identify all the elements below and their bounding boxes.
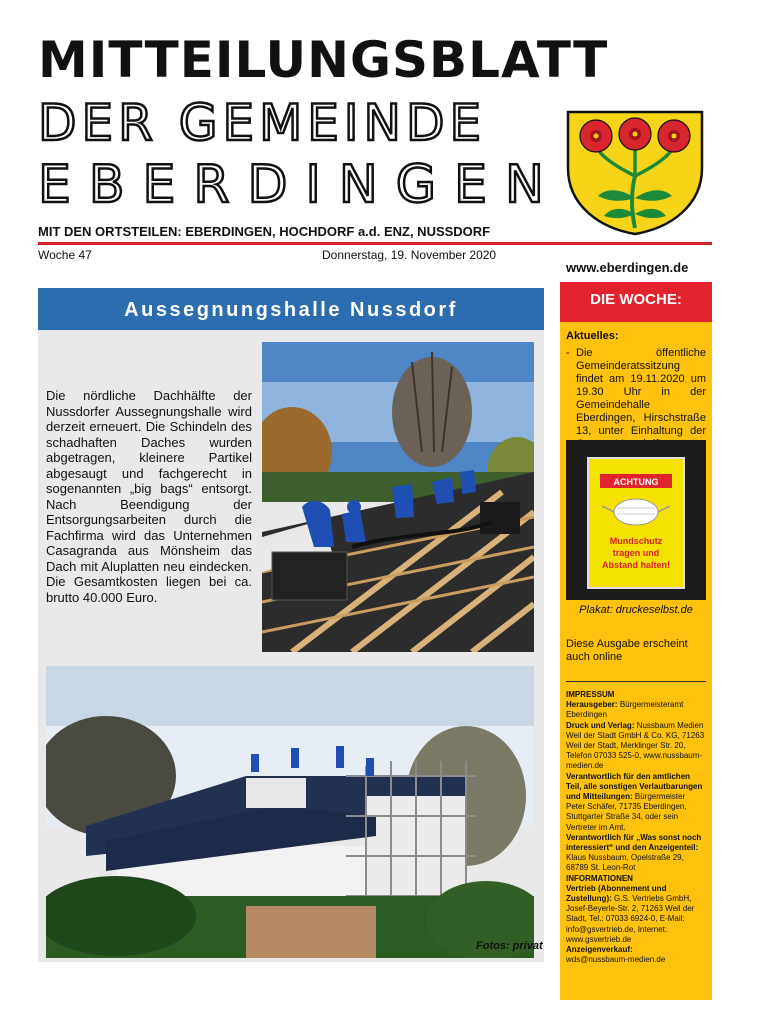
poster-headline: ACHTUNG xyxy=(613,477,659,487)
impressum xyxy=(566,690,706,965)
masthead-line2: DER GEMEINDE xyxy=(38,94,487,152)
article-title: Aussegnungshalle Nussdorf xyxy=(38,288,544,330)
article-body: Die nördliche Dachhälfte der Nussdorfer Aussegnungshalle wird derzeit erneuert. Die Schindeln des schadhaften Daches wurden abgetragen, kleinere Partikel abgesaugt und fachgerecht in sogenannten „big bags“ entsorgt. Nach Beendigung der Entsorgungsarbeiten durch die Fachfirma wird das Unternehmen Casagranda aus Mönsheim das Dach mit Aluplatten neu eindecken. Die Gesamtkosten liegen bei ca. brutto 40.000 Euro. xyxy=(46,388,252,605)
header-divider xyxy=(38,242,712,245)
masthead-line3: EBERDINGEN xyxy=(38,155,562,215)
herausgeber-label: Herausgeber: xyxy=(566,700,618,710)
poster-line1: Mundschutz xyxy=(609,536,663,546)
aktuelles-dash: - xyxy=(566,347,570,359)
issue-week: Woche 47 xyxy=(38,248,92,262)
druck-label: Druck und Verlag: xyxy=(566,720,635,730)
poster-line3: Abstand halten! xyxy=(601,560,671,570)
vertrieb-label: Vertrieb (Abonnement und Zustellung): xyxy=(566,883,667,904)
roof-work-photo xyxy=(262,342,534,652)
verantwortlich1-label: Verantwortlich für den amtlichen Teil, alle sonstigen Verlautbarungen und Mitteilungen: xyxy=(566,771,703,802)
anzeigen-label: Anzeigenverkauf: xyxy=(566,945,633,955)
impressum-title: IMPRESSUM xyxy=(566,690,615,699)
issue-date: Donnerstag, 19. November 2020 xyxy=(322,248,497,262)
photo-credit: Fotos: privat xyxy=(476,940,543,952)
verantwortlich1-text: Bürgermeister Peter Schäfer, 71735 Eberdingen, Stuttgarter Straße 34, oder sein Vertreter im Amt. xyxy=(566,792,687,832)
verantwortlich2-text: Klaus Nussbaum, Opelstraße 29, 68789 St. Leon-Rot xyxy=(566,853,684,873)
website-link[interactable]: www.eberdingen.de xyxy=(566,260,689,275)
mask-poster-image xyxy=(566,440,706,600)
poster-line2: tragen und xyxy=(612,548,660,558)
aktuelles-label: Aktuelles: xyxy=(566,330,619,342)
info-label: INFORMATIONEN xyxy=(566,873,633,883)
sidebar-heading: DIE WOCHE: xyxy=(560,282,712,322)
coat-of-arms-icon xyxy=(560,106,710,236)
aktuelles-text: Die öffentliche Gemeinderatssitzung findet am 19.11.2020 um 19.30 Uhr in der Gemeindehalle Eberdingen, Hirschstraße 13, unter Einhaltung der xyxy=(576,347,706,437)
anzeigen-email[interactable]: wds@nussbaum-medien.de xyxy=(566,955,666,965)
masthead-title: MITTEILUNGSBLATT xyxy=(38,31,609,89)
herausgeber-text: Bürgermeisteramt Eberdingen xyxy=(566,700,684,720)
impressum-divider xyxy=(566,681,706,682)
scaffold-building-photo xyxy=(46,666,534,958)
aktuelles-item xyxy=(566,347,706,451)
poster-caption: Plakat: druckeselbst.de xyxy=(579,604,693,616)
masthead-subtitle: MIT DEN ORTSTEILEN: EBERDINGEN, HOCHDORF a.d. ENZ, NUSSDORF xyxy=(38,224,491,239)
verantwortlich2-label: Verantwortlich für „Was sonst noch interessiert“ und den Anzeigenteil: xyxy=(566,832,702,853)
druck-text: Nussbaum Medien Weil der Stadt GmbH & Co. KG, 71263 Weil der Stadt, Merklinger Str. 20, Telefon 07033 525-0, www.nussbaum-medien.de xyxy=(566,720,705,771)
vertrieb-text: G.S. Vertriebs GmbH, Josef-Beyerle-Str. 2, 71263 Weil der Stadt, Tel.: 07033 6924-0, E-Mail: info@gsvertrieb.de, Internet: www.gsvertrieb.de xyxy=(566,894,695,944)
online-note: Diese Ausgabe erscheint auch online xyxy=(566,638,688,663)
